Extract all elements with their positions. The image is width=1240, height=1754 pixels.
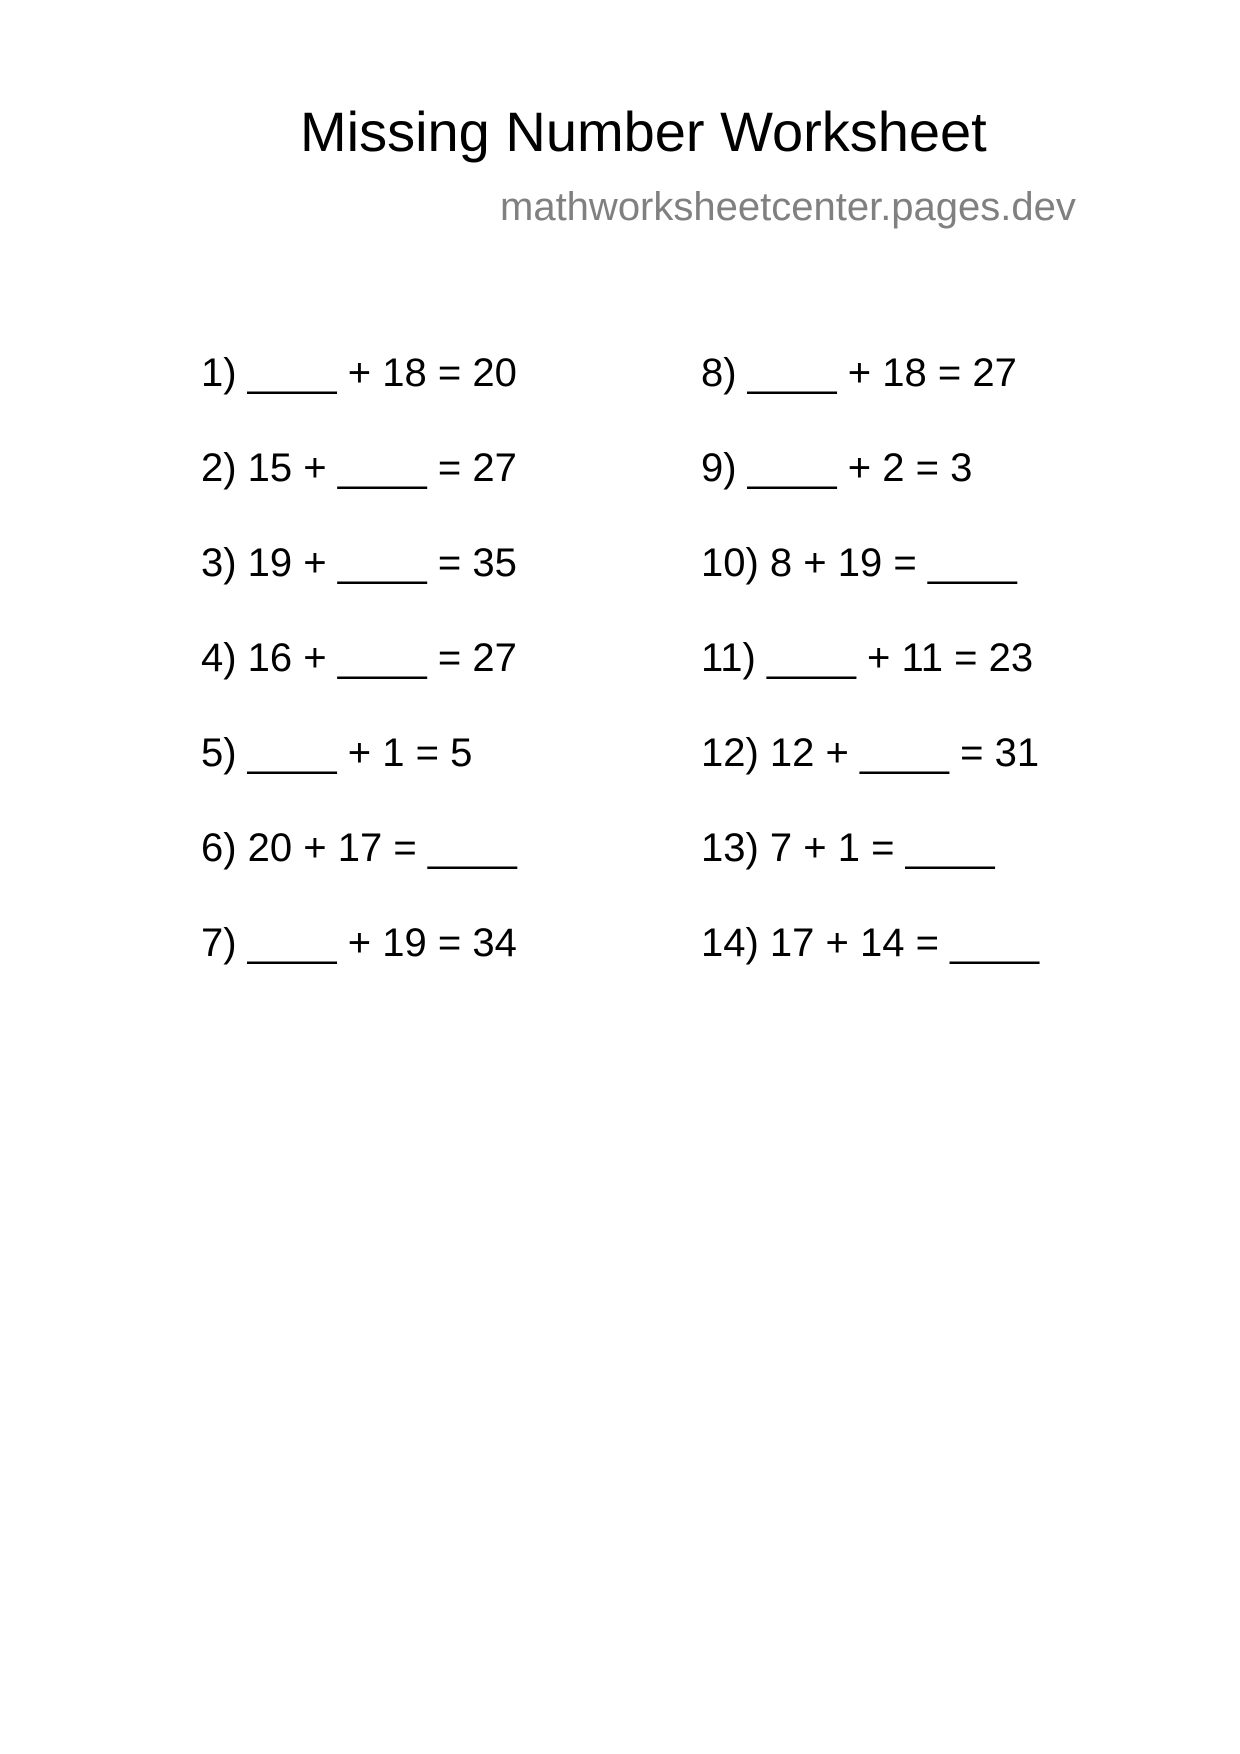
problem-item: 1) ____ + 18 = 20 xyxy=(201,351,517,395)
problem-item: 8) ____ + 18 = 27 xyxy=(701,351,1017,395)
problem-item: 9) ____ + 2 = 3 xyxy=(701,446,973,490)
problem-column-left xyxy=(201,349,517,1014)
problem-item: 6) 20 + 17 = ____ xyxy=(201,826,517,870)
problem-item: 3) 19 + ____ = 35 xyxy=(201,541,517,585)
page-title: Missing Number Worksheet xyxy=(300,100,987,163)
problem-item: 14) 17 + 14 = ____ xyxy=(701,921,1040,965)
problem-item: 11) ____ + 11 = 23 xyxy=(701,636,1034,680)
site-url: mathworksheetcenter.pages.dev xyxy=(500,185,1076,229)
problem-item: 12) 12 + ____ = 31 xyxy=(701,731,1040,775)
problem-item: 2) 15 + ____ = 27 xyxy=(201,446,517,490)
problem-item: 4) 16 + ____ = 27 xyxy=(201,636,517,680)
problem-item: 7) ____ + 19 = 34 xyxy=(201,921,517,965)
problem-column-right xyxy=(701,349,1039,1014)
problem-item: 5) ____ + 1 = 5 xyxy=(201,731,473,775)
problem-item: 10) 8 + 19 = ____ xyxy=(701,541,1017,585)
problem-item: 13) 7 + 1 = ____ xyxy=(701,826,995,870)
